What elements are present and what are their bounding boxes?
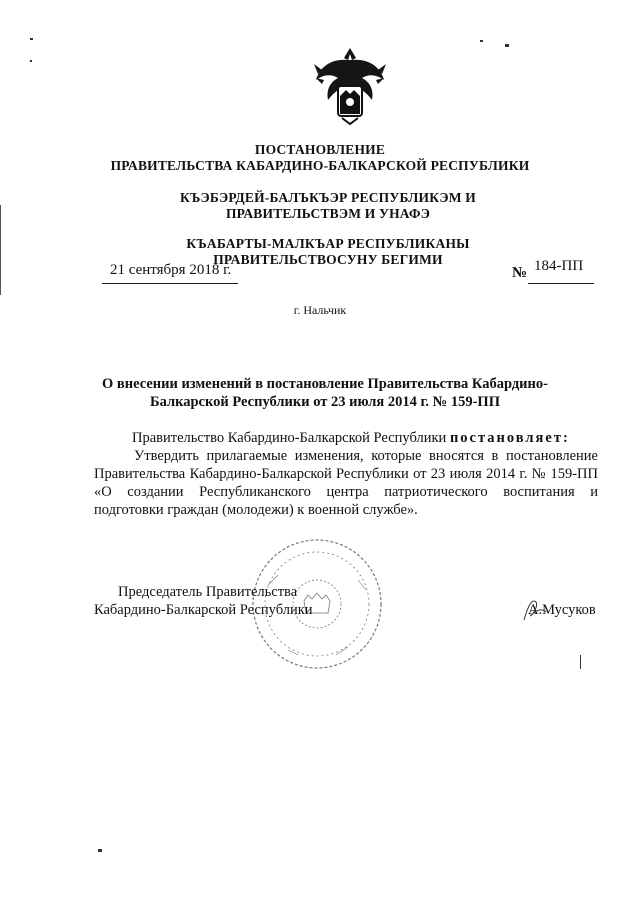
signatory-position-line2: Кабардино-Балкарской Республики xyxy=(94,602,313,618)
signatory-name: А.Мусуков xyxy=(528,602,596,618)
document-title: О внесении изменений в постановление Правительства Кабардино-Балкарской Республики от 23 июля 2014 г. № 159-ПП xyxy=(102,376,548,410)
document-number: 184-ПП xyxy=(534,258,584,274)
intro-text: Правительство Кабардино-Балкарской Республики xyxy=(132,430,450,446)
scan-speck xyxy=(30,60,32,62)
paragraph-text: Утвердить прилагаемые изменения, которые вносятся в постановление Правительства Кабардино-Балкарской Республики от 23 июля 2014 г. № 159-ПП «О создании Республиканского центра патриотического воспитания и подготовки граждан (молодежи) к военной службе». xyxy=(94,448,598,518)
date-underline xyxy=(102,283,238,284)
intro-decree-word: постановляет: xyxy=(449,430,570,446)
document-type-heading: ПОСТАНОВЛЕНИЕ xyxy=(254,142,386,157)
handwritten-signature xyxy=(520,596,550,622)
scan-speck xyxy=(30,38,33,40)
scan-edge-mark xyxy=(0,205,1,295)
resolution-paragraph xyxy=(94,447,598,519)
scan-speck xyxy=(505,44,509,47)
issuing-authority-balkar: КЪАБАРТЫ-МАЛКЪАР РЕСПУБЛИКАНЫ ПРАВИТЕЛЬСТВОСУНУ БЕГИМИ xyxy=(186,236,470,267)
number-sign: № xyxy=(512,265,528,281)
document-date: 21 сентября 2018 г. xyxy=(110,262,232,278)
scan-speck xyxy=(580,655,581,669)
coat-of-arms-emblem xyxy=(312,44,388,126)
city-label: г. Нальчик xyxy=(293,303,347,317)
scan-speck xyxy=(98,849,102,852)
signatory-position-line1: Председатель Правительства xyxy=(118,584,298,600)
resolution-intro xyxy=(132,429,570,447)
issuing-authority-kabardian: КЪЭБЭРДЕЙ-БАЛЪКЪЭР РЕСПУБЛИКЭМ И ПРАВИТЕЛЬСТВЭМ И УНАФЭ xyxy=(180,190,476,221)
scan-speck xyxy=(480,40,483,42)
number-underline xyxy=(528,283,594,284)
issuing-authority-russian: ПРАВИТЕЛЬСТВА КАБАРДИНО-БАЛКАРСКОЙ РЕСПУБЛИКИ xyxy=(110,158,530,173)
